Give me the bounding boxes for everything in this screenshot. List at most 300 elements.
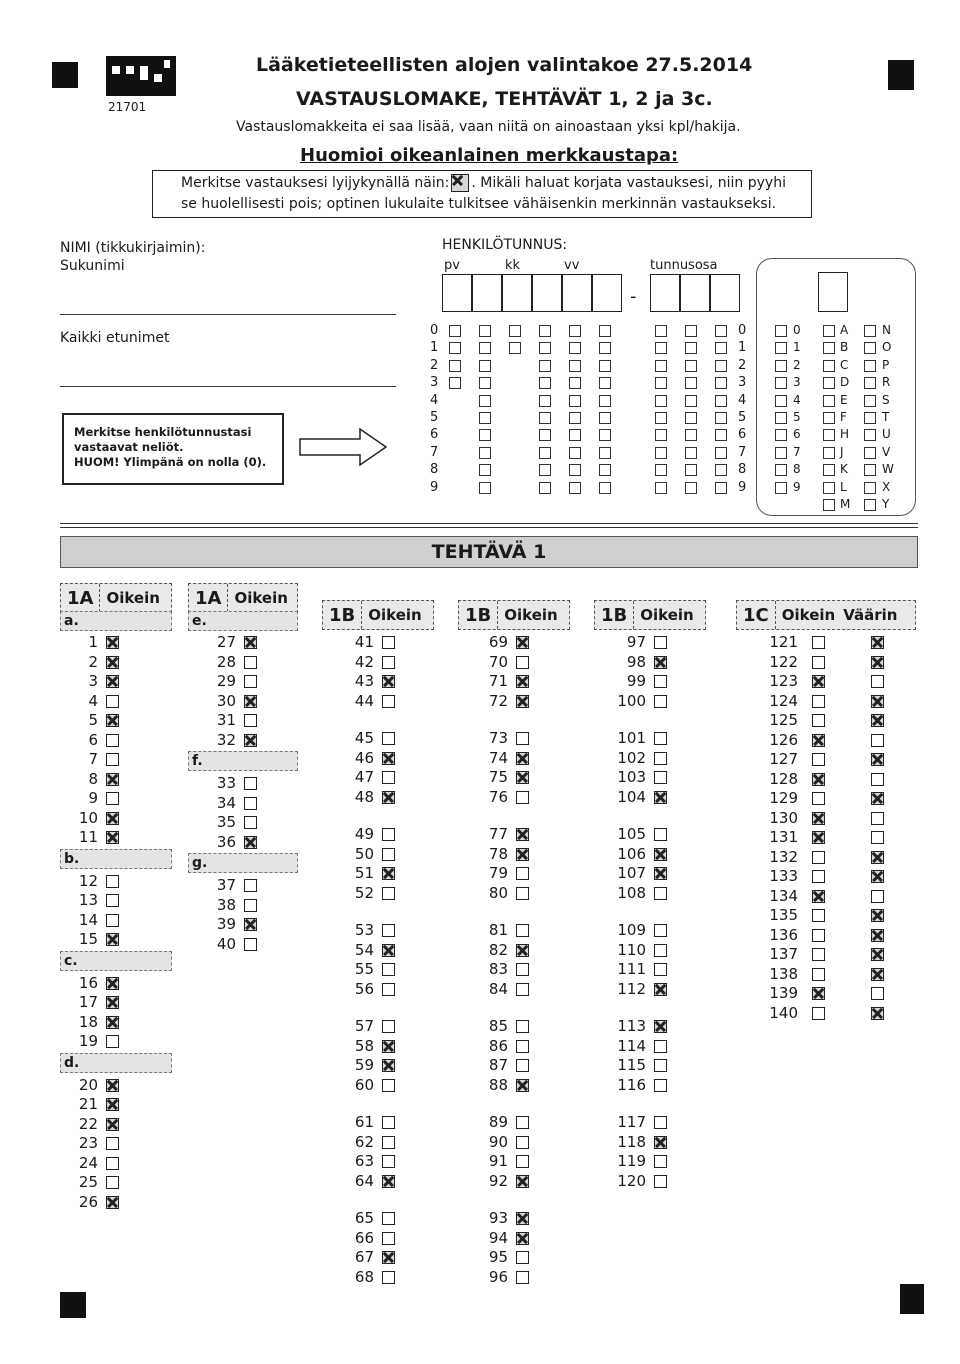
answer-checkbox[interactable] bbox=[382, 1155, 395, 1168]
answer-checkbox[interactable] bbox=[654, 1136, 667, 1149]
answer-checkbox[interactable] bbox=[516, 848, 529, 861]
id-entry-box[interactable] bbox=[442, 274, 472, 312]
answer-checkbox[interactable] bbox=[654, 732, 667, 745]
id-digit-label-left: 1 bbox=[430, 340, 439, 356]
answer-checkbox[interactable] bbox=[654, 848, 667, 861]
answer-checkbox[interactable] bbox=[106, 1035, 119, 1048]
column-oikein-label: Oikein bbox=[781, 606, 836, 624]
firstnames-field[interactable] bbox=[60, 362, 396, 387]
vaarin-checkbox[interactable] bbox=[871, 695, 884, 708]
id-digit-checkbox[interactable] bbox=[569, 325, 581, 337]
answer-checkbox[interactable] bbox=[516, 867, 529, 880]
answer-checkbox[interactable] bbox=[516, 1040, 529, 1053]
question-row bbox=[478, 1228, 529, 1248]
answer-checkbox[interactable] bbox=[654, 791, 667, 804]
id-digit-checkbox[interactable] bbox=[569, 482, 581, 494]
id-digit-checkbox[interactable] bbox=[715, 325, 727, 337]
answer-checkbox[interactable] bbox=[244, 777, 257, 790]
question-row bbox=[344, 691, 395, 711]
oikein-checkbox[interactable] bbox=[812, 968, 825, 981]
id-digit-checkbox[interactable] bbox=[479, 325, 491, 337]
answer-checkbox[interactable] bbox=[106, 894, 119, 907]
id-digit-checkbox[interactable] bbox=[539, 360, 551, 372]
answer-checkbox[interactable] bbox=[382, 848, 395, 861]
answer-checkbox[interactable] bbox=[654, 867, 667, 880]
oikein-checkbox[interactable] bbox=[812, 831, 825, 844]
id-digit-checkbox[interactable] bbox=[685, 395, 697, 407]
question-number: 21 bbox=[78, 1095, 98, 1113]
id-digit-checkbox[interactable] bbox=[539, 395, 551, 407]
answer-checkbox[interactable] bbox=[654, 1059, 667, 1072]
question-row bbox=[478, 940, 529, 960]
id-digit-checkbox[interactable] bbox=[685, 377, 697, 389]
answer-checkbox[interactable] bbox=[382, 963, 395, 976]
id-digit-checkbox[interactable] bbox=[655, 360, 667, 372]
answer-checkbox[interactable] bbox=[516, 944, 529, 957]
id-digit-checkbox[interactable] bbox=[715, 447, 727, 459]
id-digit-checkbox[interactable] bbox=[655, 395, 667, 407]
question-row bbox=[344, 1016, 395, 1036]
oikein-checkbox[interactable] bbox=[812, 948, 825, 961]
id-digit-checkbox[interactable] bbox=[685, 342, 697, 354]
answer-checkbox[interactable] bbox=[516, 695, 529, 708]
answer-checkbox[interactable] bbox=[516, 771, 529, 784]
answer-checkbox[interactable] bbox=[106, 875, 119, 888]
id-digit-checkbox[interactable] bbox=[685, 325, 697, 337]
id-digit-checkbox[interactable] bbox=[449, 342, 461, 354]
id-digit-checkbox[interactable] bbox=[599, 342, 611, 354]
id-digit-checkbox[interactable] bbox=[715, 412, 727, 424]
id-digit-checkbox[interactable] bbox=[569, 429, 581, 441]
id-digit-checkbox[interactable] bbox=[539, 447, 551, 459]
id-digit-checkbox[interactable] bbox=[715, 464, 727, 476]
oikein-checkbox[interactable] bbox=[812, 870, 825, 883]
id-entry-box[interactable] bbox=[592, 274, 622, 312]
answer-checkbox[interactable] bbox=[382, 656, 395, 669]
id-digit-checkbox[interactable] bbox=[655, 447, 667, 459]
answer-checkbox[interactable] bbox=[516, 1020, 529, 1033]
check-character-box[interactable] bbox=[818, 272, 848, 312]
answer-checkbox[interactable] bbox=[654, 963, 667, 976]
question-number: 107 bbox=[617, 864, 646, 882]
id-digit-checkbox[interactable] bbox=[569, 342, 581, 354]
answer-checkbox[interactable] bbox=[106, 933, 119, 946]
answer-checkbox[interactable] bbox=[516, 752, 529, 765]
id-digit-checkbox[interactable] bbox=[479, 429, 491, 441]
vaarin-checkbox[interactable] bbox=[871, 870, 884, 883]
id-digit-checkbox[interactable] bbox=[539, 325, 551, 337]
id-digit-checkbox[interactable] bbox=[479, 464, 491, 476]
answer-checkbox[interactable] bbox=[106, 1118, 119, 1131]
question-row bbox=[760, 808, 884, 828]
answer-checkbox[interactable] bbox=[382, 1271, 395, 1284]
answer-checkbox[interactable] bbox=[382, 924, 395, 937]
answer-checkbox[interactable] bbox=[516, 983, 529, 996]
oikein-checkbox[interactable] bbox=[812, 753, 825, 766]
answer-checkbox[interactable] bbox=[382, 771, 395, 784]
question-number: 140 bbox=[769, 1003, 798, 1022]
answer-checkbox[interactable] bbox=[654, 944, 667, 957]
answer-checkbox[interactable] bbox=[654, 695, 667, 708]
check-letter-label: R bbox=[882, 375, 891, 390]
question-row bbox=[344, 1247, 395, 1267]
answer-checkbox[interactable] bbox=[516, 1175, 529, 1188]
id-digit-checkbox[interactable] bbox=[539, 412, 551, 424]
answer-checkbox[interactable] bbox=[654, 828, 667, 841]
oikein-checkbox[interactable] bbox=[812, 851, 825, 864]
id-digit-checkbox[interactable] bbox=[655, 377, 667, 389]
id-digit-checkbox[interactable] bbox=[569, 395, 581, 407]
oikein-checkbox[interactable] bbox=[812, 1007, 825, 1020]
id-digit-checkbox[interactable] bbox=[599, 464, 611, 476]
answer-checkbox[interactable] bbox=[516, 1251, 529, 1264]
question-number: 104 bbox=[617, 787, 646, 806]
id-digit-checkbox[interactable] bbox=[599, 360, 611, 372]
id-digit-checkbox[interactable] bbox=[599, 395, 611, 407]
answer-checkbox[interactable] bbox=[106, 1137, 119, 1150]
oikein-checkbox[interactable] bbox=[812, 909, 825, 922]
id-digit-checkbox[interactable] bbox=[599, 447, 611, 459]
answer-checkbox[interactable] bbox=[106, 695, 119, 708]
id-entry-box[interactable] bbox=[680, 274, 710, 312]
question-row bbox=[70, 632, 119, 652]
question-row bbox=[610, 844, 667, 864]
answer-checkbox[interactable] bbox=[382, 1116, 395, 1129]
answer-checkbox[interactable] bbox=[106, 1176, 119, 1189]
answer-checkbox[interactable] bbox=[382, 636, 395, 649]
id-digit-checkbox[interactable] bbox=[655, 464, 667, 476]
answer-checkbox[interactable] bbox=[654, 1079, 667, 1092]
oikein-checkbox[interactable] bbox=[812, 987, 825, 1000]
column-header bbox=[594, 600, 706, 630]
vaarin-checkbox[interactable] bbox=[871, 909, 884, 922]
question-row bbox=[344, 940, 395, 960]
answer-checkbox[interactable] bbox=[106, 773, 119, 786]
answer-checkbox[interactable] bbox=[654, 771, 667, 784]
vaarin-checkbox[interactable] bbox=[871, 792, 884, 805]
oikein-checkbox[interactable] bbox=[812, 695, 825, 708]
answer-checkbox[interactable] bbox=[244, 675, 257, 688]
vaarin-checkbox[interactable] bbox=[871, 656, 884, 669]
vaarin-checkbox[interactable] bbox=[871, 734, 884, 747]
vaarin-checkbox[interactable] bbox=[871, 675, 884, 688]
answer-checkbox[interactable] bbox=[654, 1020, 667, 1033]
id-digit-checkbox[interactable] bbox=[539, 342, 551, 354]
answer-checkbox[interactable] bbox=[654, 924, 667, 937]
answer-checkbox[interactable] bbox=[244, 714, 257, 727]
answer-checkbox[interactable] bbox=[382, 1212, 395, 1225]
answer-checkbox[interactable] bbox=[654, 1175, 667, 1188]
id-digit-checkbox[interactable] bbox=[685, 482, 697, 494]
id-digit-checkbox[interactable] bbox=[599, 412, 611, 424]
id-digit-checkbox[interactable] bbox=[569, 377, 581, 389]
id-digit-checkbox[interactable] bbox=[509, 342, 521, 354]
oikein-checkbox[interactable] bbox=[812, 675, 825, 688]
question-number: 64 bbox=[354, 1171, 374, 1190]
question-row bbox=[478, 1267, 529, 1287]
question-number: 126 bbox=[769, 730, 798, 749]
question-row bbox=[344, 1171, 395, 1191]
vaarin-checkbox[interactable] bbox=[871, 968, 884, 981]
id-digit-checkbox[interactable] bbox=[479, 482, 491, 494]
id-entry-box[interactable] bbox=[532, 274, 562, 312]
answer-checkbox[interactable] bbox=[654, 636, 667, 649]
question-number: 38 bbox=[216, 895, 236, 914]
id-digit-checkbox[interactable] bbox=[569, 412, 581, 424]
oikein-checkbox[interactable] bbox=[812, 812, 825, 825]
answer-checkbox[interactable] bbox=[106, 812, 119, 825]
id-digit-checkbox[interactable] bbox=[715, 360, 727, 372]
oikein-checkbox[interactable] bbox=[812, 734, 825, 747]
answer-checkbox[interactable] bbox=[106, 831, 119, 844]
answer-checkbox[interactable] bbox=[382, 1059, 395, 1072]
answer-checkbox[interactable] bbox=[516, 887, 529, 900]
id-digit-checkbox[interactable] bbox=[655, 429, 667, 441]
id-digit-checkbox[interactable] bbox=[449, 360, 461, 372]
oikein-checkbox[interactable] bbox=[812, 714, 825, 727]
question-number: 119 bbox=[617, 1152, 646, 1170]
answer-checkbox[interactable] bbox=[106, 753, 119, 766]
answer-checkbox[interactable] bbox=[382, 1232, 395, 1245]
id-digit-checkbox[interactable] bbox=[539, 377, 551, 389]
answer-checkbox[interactable] bbox=[654, 752, 667, 765]
vaarin-checkbox[interactable] bbox=[871, 753, 884, 766]
answer-checkbox[interactable] bbox=[244, 938, 257, 951]
answer-checkbox[interactable] bbox=[382, 1136, 395, 1149]
id-digit-checkbox[interactable] bbox=[479, 395, 491, 407]
vaarin-checkbox[interactable] bbox=[871, 636, 884, 649]
oikein-checkbox[interactable] bbox=[812, 636, 825, 649]
id-digit-checkbox[interactable] bbox=[479, 412, 491, 424]
id-digit-checkbox[interactable] bbox=[569, 464, 581, 476]
id-digit-checkbox[interactable] bbox=[479, 377, 491, 389]
id-digit-checkbox[interactable] bbox=[715, 377, 727, 389]
surname-field[interactable] bbox=[60, 290, 396, 315]
answer-checkbox[interactable] bbox=[382, 675, 395, 688]
question-number: 60 bbox=[354, 1075, 374, 1094]
id-digit-checkbox[interactable] bbox=[655, 342, 667, 354]
answer-checkbox[interactable] bbox=[106, 1157, 119, 1170]
answer-checkbox[interactable] bbox=[382, 983, 395, 996]
answer-checkbox[interactable] bbox=[516, 828, 529, 841]
answer-checkbox[interactable] bbox=[106, 1098, 119, 1111]
id-digit-checkbox[interactable] bbox=[569, 360, 581, 372]
question-number: 81 bbox=[488, 921, 508, 939]
answer-checkbox[interactable] bbox=[382, 1079, 395, 1092]
question-row bbox=[70, 671, 119, 691]
answer-checkbox[interactable] bbox=[516, 1116, 529, 1129]
answer-checkbox[interactable] bbox=[106, 914, 119, 927]
vaarin-checkbox[interactable] bbox=[871, 851, 884, 864]
id-digit-checkbox[interactable] bbox=[715, 429, 727, 441]
vaarin-checkbox[interactable] bbox=[871, 714, 884, 727]
answer-checkbox[interactable] bbox=[106, 734, 119, 747]
answer-checkbox[interactable] bbox=[516, 732, 529, 745]
id-entry-box[interactable] bbox=[502, 274, 532, 312]
oikein-checkbox[interactable] bbox=[812, 890, 825, 903]
answer-checkbox[interactable] bbox=[654, 887, 667, 900]
group-label: d. bbox=[60, 1053, 172, 1073]
id-digit-checkbox[interactable] bbox=[599, 429, 611, 441]
id-digit-checkbox[interactable] bbox=[599, 482, 611, 494]
check-digit-label: 8 bbox=[793, 462, 801, 477]
id-digit-checkbox[interactable] bbox=[715, 342, 727, 354]
answer-checkbox[interactable] bbox=[382, 887, 395, 900]
question-row bbox=[212, 652, 257, 672]
answer-checkbox[interactable] bbox=[382, 944, 395, 957]
answer-checkbox[interactable] bbox=[654, 1116, 667, 1129]
answer-checkbox[interactable] bbox=[654, 675, 667, 688]
question-row bbox=[344, 728, 395, 748]
answer-checkbox[interactable] bbox=[516, 924, 529, 937]
question-row bbox=[478, 748, 529, 768]
id-digit-checkbox[interactable] bbox=[539, 464, 551, 476]
id-digit-checkbox[interactable] bbox=[655, 482, 667, 494]
vaarin-checkbox[interactable] bbox=[871, 929, 884, 942]
answer-checkbox[interactable] bbox=[654, 1155, 667, 1168]
answer-checkbox[interactable] bbox=[106, 996, 119, 1009]
question-row bbox=[344, 1228, 395, 1248]
answer-checkbox[interactable] bbox=[244, 656, 257, 669]
question-number: 39 bbox=[216, 915, 236, 933]
id-digit-checkbox[interactable] bbox=[685, 412, 697, 424]
id-digit-checkbox[interactable] bbox=[715, 395, 727, 407]
answer-checkbox[interactable] bbox=[516, 1059, 529, 1072]
answer-checkbox[interactable] bbox=[244, 836, 257, 849]
vaarin-checkbox[interactable] bbox=[871, 773, 884, 786]
id-digit-checkbox[interactable] bbox=[479, 447, 491, 459]
id-digit-checkbox[interactable] bbox=[685, 447, 697, 459]
id-digit-checkbox[interactable] bbox=[685, 429, 697, 441]
id-digit-checkbox[interactable] bbox=[685, 360, 697, 372]
question-row bbox=[610, 632, 667, 652]
answer-checkbox[interactable] bbox=[382, 752, 395, 765]
vaarin-checkbox[interactable] bbox=[871, 987, 884, 1000]
oikein-checkbox[interactable] bbox=[812, 792, 825, 805]
answer-checkbox[interactable] bbox=[106, 1016, 119, 1029]
answer-checkbox[interactable] bbox=[382, 1040, 395, 1053]
answer-checkbox[interactable] bbox=[382, 867, 395, 880]
answer-checkbox[interactable] bbox=[244, 918, 257, 931]
answer-checkbox[interactable] bbox=[382, 1175, 395, 1188]
oikein-checkbox[interactable] bbox=[812, 929, 825, 942]
answer-checkbox[interactable] bbox=[382, 1020, 395, 1033]
answer-checkbox[interactable] bbox=[516, 1155, 529, 1168]
question-row bbox=[760, 1003, 884, 1023]
answer-checkbox[interactable] bbox=[516, 791, 529, 804]
id-entry-box[interactable] bbox=[562, 274, 592, 312]
answer-checkbox[interactable] bbox=[106, 792, 119, 805]
id-digit-checkbox[interactable] bbox=[509, 325, 521, 337]
id-digit-checkbox[interactable] bbox=[655, 412, 667, 424]
question-number: 101 bbox=[617, 729, 646, 747]
answer-checkbox[interactable] bbox=[516, 1232, 529, 1245]
id-digit-checkbox[interactable] bbox=[599, 377, 611, 389]
question-number: 15 bbox=[78, 930, 98, 948]
answer-checkbox[interactable] bbox=[244, 899, 257, 912]
answer-checkbox[interactable] bbox=[516, 675, 529, 688]
answer-checkbox[interactable] bbox=[106, 977, 119, 990]
oikein-checkbox[interactable] bbox=[812, 656, 825, 669]
question-number: 70 bbox=[488, 652, 508, 671]
answer-checkbox[interactable] bbox=[382, 791, 395, 804]
question-row bbox=[212, 632, 257, 652]
answer-checkbox[interactable] bbox=[654, 983, 667, 996]
answer-checkbox[interactable] bbox=[244, 797, 257, 810]
id-digit-checkbox[interactable] bbox=[655, 325, 667, 337]
answer-checkbox[interactable] bbox=[382, 1251, 395, 1264]
answer-checkbox[interactable] bbox=[516, 963, 529, 976]
id-digit-checkbox[interactable] bbox=[569, 447, 581, 459]
id-entry-box[interactable] bbox=[650, 274, 680, 312]
answer-checkbox[interactable] bbox=[106, 656, 119, 669]
answer-checkbox[interactable] bbox=[516, 636, 529, 649]
question-row bbox=[344, 1036, 395, 1056]
answer-checkbox[interactable] bbox=[516, 1271, 529, 1284]
question-row bbox=[70, 788, 119, 808]
id-digit-checkbox[interactable] bbox=[449, 325, 461, 337]
answer-checkbox[interactable] bbox=[516, 1079, 529, 1092]
id-digit-checkbox[interactable] bbox=[479, 342, 491, 354]
answer-checkbox[interactable] bbox=[106, 714, 119, 727]
answer-checkbox[interactable] bbox=[244, 695, 257, 708]
check-digit-label: 9 bbox=[793, 479, 801, 494]
answer-checkbox[interactable] bbox=[244, 816, 257, 829]
answer-checkbox[interactable] bbox=[516, 1136, 529, 1149]
answer-checkbox[interactable] bbox=[382, 828, 395, 841]
question-row bbox=[610, 940, 667, 960]
answer-checkbox[interactable] bbox=[106, 675, 119, 688]
answer-checkbox[interactable] bbox=[382, 695, 395, 708]
vaarin-checkbox[interactable] bbox=[871, 831, 884, 844]
answer-checkbox[interactable] bbox=[244, 636, 257, 649]
id-entry-box[interactable] bbox=[472, 274, 502, 312]
question-number: 135 bbox=[769, 906, 798, 924]
answer-checkbox[interactable] bbox=[244, 734, 257, 747]
id-digit-checkbox[interactable] bbox=[685, 464, 697, 476]
id-digit-checkbox[interactable] bbox=[449, 377, 461, 389]
vaarin-checkbox[interactable] bbox=[871, 890, 884, 903]
check-letter-label: K bbox=[840, 462, 848, 477]
vaarin-checkbox[interactable] bbox=[871, 812, 884, 825]
question-row bbox=[212, 832, 257, 852]
answer-checkbox[interactable] bbox=[516, 1212, 529, 1225]
vaarin-checkbox[interactable] bbox=[871, 948, 884, 961]
question-row bbox=[70, 973, 119, 993]
id-digit-checkbox[interactable] bbox=[715, 482, 727, 494]
id-digit-checkbox[interactable] bbox=[479, 360, 491, 372]
oikein-checkbox[interactable] bbox=[812, 773, 825, 786]
question-row bbox=[212, 671, 257, 691]
answer-checkbox[interactable] bbox=[106, 1079, 119, 1092]
check-letter-label: H bbox=[840, 427, 850, 442]
answer-checkbox[interactable] bbox=[244, 879, 257, 892]
id-instruction-line-2: vastaavat neliöt. bbox=[74, 440, 184, 454]
answer-checkbox[interactable] bbox=[106, 1196, 119, 1209]
answer-checkbox[interactable] bbox=[654, 1040, 667, 1053]
answer-checkbox[interactable] bbox=[654, 656, 667, 669]
question-row bbox=[344, 1075, 395, 1095]
answer-checkbox[interactable] bbox=[106, 636, 119, 649]
answer-checkbox[interactable] bbox=[516, 656, 529, 669]
id-entry-box[interactable] bbox=[710, 274, 740, 312]
question-number: 97 bbox=[626, 633, 646, 651]
answer-checkbox[interactable] bbox=[382, 732, 395, 745]
id-digit-checkbox[interactable] bbox=[539, 429, 551, 441]
id-digit-checkbox[interactable] bbox=[599, 325, 611, 337]
id-digit-checkbox[interactable] bbox=[539, 482, 551, 494]
vaarin-checkbox[interactable] bbox=[871, 1007, 884, 1020]
